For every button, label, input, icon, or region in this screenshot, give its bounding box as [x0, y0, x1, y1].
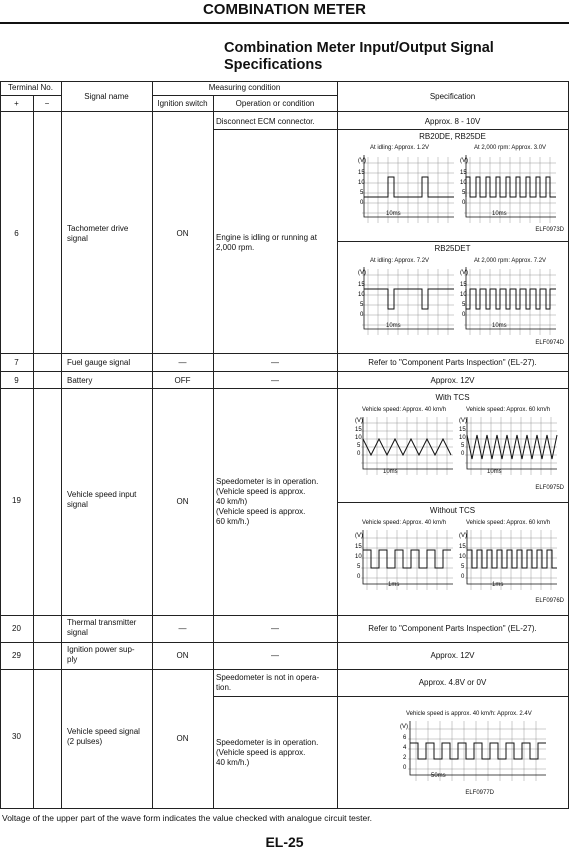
fig-elf0974d: ELF0974D: [535, 340, 564, 346]
svg-text:15: 15: [459, 427, 466, 433]
svg-text:(V): (V): [358, 270, 366, 276]
svg-text:15: 15: [355, 427, 362, 433]
ign-20: —: [178, 624, 187, 633]
terminal-30: 30: [12, 732, 21, 741]
svg-text:15: 15: [460, 282, 467, 288]
terminal-19: 19: [12, 496, 21, 505]
svg-text:10: 10: [459, 554, 466, 560]
waveform-speed-tcs-40: [355, 415, 455, 481]
svg-text:10: 10: [355, 435, 362, 441]
ign-19: ON: [176, 497, 189, 506]
signal-vehicle-speed-2-pulses: Vehicle speed signal (2 pulses): [67, 727, 140, 746]
terminal-9: 9: [14, 376, 19, 385]
cap-40-tcs: Vehicle speed: Approx. 40 km/h: [362, 407, 447, 413]
waveform-speed-notcs-40: [355, 528, 455, 596]
engine-rb25det: RB25DET: [434, 244, 471, 253]
svg-text:0: 0: [360, 312, 364, 318]
svg-text:5: 5: [357, 564, 361, 570]
svg-text:15: 15: [355, 544, 362, 550]
col-signal-name: Signal name: [84, 92, 129, 101]
svg-text:5: 5: [360, 190, 364, 196]
ign-6: ON: [176, 229, 189, 238]
op-9: —: [271, 376, 279, 385]
time-10ms-e: 10ms: [383, 469, 398, 475]
svg-text:15: 15: [358, 282, 365, 288]
engine-rb20de-rb25de: RB20DE, RB25DE: [419, 132, 486, 141]
svg-text:10: 10: [358, 292, 365, 298]
time-10ms-c: 10ms: [386, 323, 401, 329]
cap-60-notcs: Vehicle speed: Approx. 60 km/h: [466, 520, 551, 526]
svg-text:(V): (V): [355, 533, 363, 539]
cap-2000-2: At 2,000 rpm: Approx. 7.2V: [474, 258, 547, 264]
cap-30: Vehicle speed is approx. 40 km/h: Approx. 2.4V: [406, 711, 532, 717]
cap-60-tcs: Vehicle speed: Approx. 60 km/h: [466, 407, 551, 413]
svg-text:(V): (V): [355, 418, 363, 424]
time-1ms-a: 1ms: [388, 582, 400, 588]
time-1ms-b: 1ms: [492, 582, 504, 588]
spec-7: Refer to "Component Parts Inspection" (EL-27).: [368, 358, 537, 367]
spec-20: Refer to "Component Parts Inspection" (EL-27).: [368, 624, 537, 633]
svg-text:10: 10: [460, 180, 467, 186]
op-disconnect-ecm: Disconnect ECM connector.: [216, 117, 315, 126]
footnote: Voltage of the upper part of the wave form indicates the value checked with analogue circuit tester.: [2, 813, 372, 823]
op-30-operating: Speedometer is in operation. (Vehicle speed is approx. 40 km/h.): [216, 738, 319, 767]
terminal-6: 6: [14, 229, 19, 238]
svg-text:0: 0: [462, 200, 466, 206]
page-number: EL-25: [265, 834, 304, 850]
time-10ms-d: 10ms: [492, 323, 507, 329]
svg-text:(V): (V): [459, 533, 467, 539]
svg-text:15: 15: [358, 170, 365, 176]
ign-9: OFF: [174, 376, 191, 385]
svg-text:10: 10: [459, 435, 466, 441]
svg-text:5: 5: [357, 443, 361, 449]
col-plus: +: [14, 99, 19, 108]
page-title: [224, 40, 494, 74]
col-measuring-condition: Measuring condition: [208, 83, 281, 92]
fig-elf0977d: ELF0977D: [465, 790, 494, 796]
title-line-1: Combination Meter Input/Output Signal: [224, 40, 494, 56]
signal-fuel-gauge: Fuel gauge signal: [67, 358, 131, 367]
op-19: Speedometer is in operation. (Vehicle speed is approx. 40 km/h) (Vehicle speed is approx. 60 km/h.): [216, 477, 319, 526]
terminal-7: 7: [14, 358, 19, 367]
svg-text:0: 0: [357, 574, 361, 580]
svg-text:5: 5: [461, 564, 465, 570]
svg-text:0: 0: [403, 765, 407, 771]
svg-text:10: 10: [355, 554, 362, 560]
ign-30: ON: [176, 734, 189, 743]
svg-text:5: 5: [461, 443, 465, 449]
time-10ms-b: 10ms: [492, 211, 507, 217]
op-30-not-operating: Speedometer is not in opera- tion.: [216, 673, 320, 692]
svg-text:15: 15: [460, 170, 467, 176]
svg-text:0: 0: [461, 451, 465, 457]
col-operation: Operation or condition: [235, 99, 315, 108]
ign-7: —: [178, 358, 187, 367]
svg-text:5: 5: [360, 302, 364, 308]
waveform-tach-idle-2: [358, 265, 456, 341]
waveform-tach-idle-1: [358, 153, 456, 229]
signal-thermal: Thermal transmitter signal: [67, 618, 137, 637]
op-20: —: [271, 624, 279, 633]
terminal-20: 20: [12, 624, 21, 633]
spec-approx-8-10v: Approx. 8 - 10V: [424, 117, 481, 126]
time-50ms: 50ms: [431, 773, 446, 779]
svg-text:0: 0: [461, 574, 465, 580]
terminal-29: 29: [12, 651, 21, 660]
signal-battery: Battery: [67, 376, 93, 385]
time-10ms-f: 10ms: [487, 469, 502, 475]
waveform-speed-2-pulses: [400, 719, 550, 787]
cap-40-notcs: Vehicle speed: Approx. 40 km/h: [362, 520, 447, 526]
svg-text:10: 10: [358, 180, 365, 186]
time-10ms-a: 10ms: [386, 211, 401, 217]
spec-9: Approx. 12V: [430, 376, 475, 385]
svg-text:2: 2: [403, 755, 407, 761]
cap-idle-2: At idling: Approx. 7.2V: [370, 258, 430, 264]
svg-text:0: 0: [357, 451, 361, 457]
svg-text:10: 10: [460, 292, 467, 298]
fig-elf0973d: ELF0973D: [535, 227, 564, 233]
waveform-tach-2000-2: [460, 265, 558, 341]
spec-29: Approx. 12V: [430, 651, 475, 660]
fig-elf0975d: ELF0975D: [535, 485, 564, 491]
svg-text:(V): (V): [358, 158, 366, 164]
svg-text:(V): (V): [400, 724, 408, 730]
svg-text:15: 15: [459, 544, 466, 550]
svg-text:5: 5: [462, 302, 466, 308]
svg-text:4: 4: [403, 745, 407, 751]
col-ignition-switch: Ignition switch: [157, 99, 208, 108]
col-minus: −: [44, 99, 50, 108]
svg-text:(V): (V): [460, 158, 468, 164]
without-tcs: Without TCS: [429, 506, 476, 515]
spec-30-a: Approx. 4.8V or 0V: [418, 678, 487, 687]
signal-vehicle-speed-input: Vehicle speed input signal: [67, 490, 137, 509]
fig-elf0976d: ELF0976D: [535, 598, 564, 604]
svg-text:(V): (V): [460, 270, 468, 276]
signal-ignition-power: Ignition power sup- ply: [67, 645, 135, 664]
op-29: —: [271, 651, 279, 660]
op-7: —: [271, 358, 279, 367]
waveform-speed-tcs-60: [459, 415, 559, 481]
op-engine-idling: Engine is idling or running at 2,000 rpm.: [216, 233, 317, 252]
title-line-2: Specifications: [224, 57, 323, 73]
cap-idle-1: At idling: Approx. 1.2V: [370, 145, 430, 151]
svg-text:0: 0: [462, 312, 466, 318]
waveform-tach-2000-1: [460, 153, 558, 229]
svg-text:(V): (V): [459, 418, 467, 424]
svg-text:6: 6: [403, 735, 407, 741]
signal-spec-table: [0, 81, 569, 810]
with-tcs: With TCS: [435, 393, 470, 402]
signal-tachometer: Tachometer drive signal: [67, 224, 129, 243]
svg-text:5: 5: [462, 190, 466, 196]
waveform-speed-notcs-60: [459, 528, 559, 596]
cap-2000-1: At 2,000 rpm: Approx. 3.0V: [474, 145, 547, 151]
col-specification: Specification: [429, 92, 476, 101]
section-header: COMBINATION METER: [0, 0, 569, 24]
col-terminal-no: Terminal No.: [8, 83, 53, 92]
svg-text:0: 0: [360, 200, 364, 206]
ign-29: ON: [176, 651, 189, 660]
